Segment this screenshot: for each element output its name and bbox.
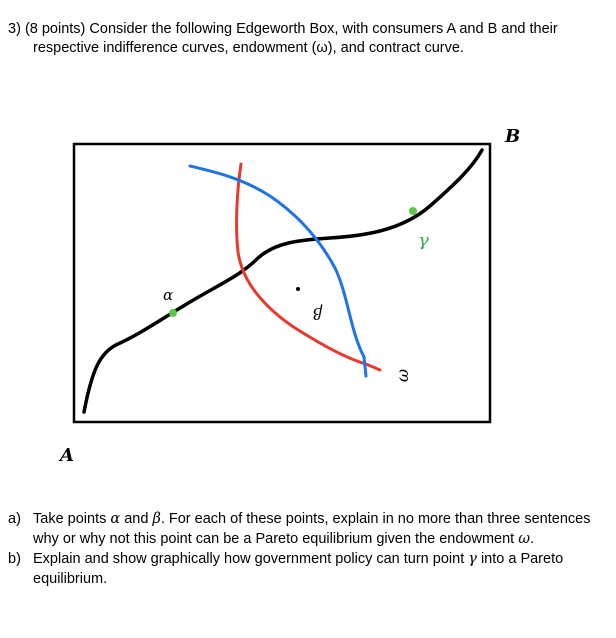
subquestion-b bbox=[8, 550, 608, 589]
label-beta: β bbox=[312, 304, 322, 323]
question-text-line-1: (8 points) Consider the following Edgeworth Box, with consumers A and B and their bbox=[24, 21, 558, 37]
question-text-line-2: respective indifference curves, endowment (ω), and contract curve. bbox=[33, 40, 464, 56]
symbol-omega: ω bbox=[518, 530, 531, 547]
point-gamma bbox=[409, 207, 417, 215]
symbol-gamma: γ bbox=[468, 551, 477, 567]
symbol-alpha: α bbox=[110, 511, 121, 527]
point-alpha bbox=[169, 309, 177, 317]
subquestions bbox=[8, 510, 608, 590]
subquestion-b-text-1: Explain and show graphically how government policy can turn point bbox=[33, 551, 469, 567]
subquestion-a-text-4: . bbox=[530, 530, 535, 547]
subquestion-a-marker: a) bbox=[8, 511, 21, 527]
symbol-beta: β bbox=[152, 511, 161, 527]
question-number: 3) bbox=[8, 21, 21, 37]
label-B: B bbox=[505, 126, 521, 147]
edgeworth-box bbox=[74, 144, 490, 422]
point-beta bbox=[296, 287, 300, 291]
label-A: A bbox=[60, 445, 74, 466]
subquestion-a-text-3: . For each of these points, explain in no more than three sentences why or why not this point can be a Pareto equilibrium given the endowment bbox=[33, 511, 591, 547]
label-alpha: α bbox=[163, 286, 174, 304]
indifference-curve-a bbox=[237, 164, 380, 370]
subquestion-a-text-1: Take points bbox=[33, 511, 111, 527]
subquestion-b-marker: b) bbox=[8, 551, 21, 567]
label-omega: ω bbox=[393, 368, 412, 382]
indifference-curve-b bbox=[190, 166, 366, 376]
subquestion-a-text bbox=[33, 510, 608, 549]
label-gamma: γ bbox=[418, 230, 429, 251]
subquestion-a-text-2: and bbox=[120, 511, 153, 527]
subquestion-b-text-2: into a Pareto equilibrium. bbox=[33, 551, 564, 587]
contract-curve bbox=[84, 150, 482, 412]
subquestion-a bbox=[8, 510, 608, 549]
subquestion-b-text bbox=[33, 550, 608, 589]
